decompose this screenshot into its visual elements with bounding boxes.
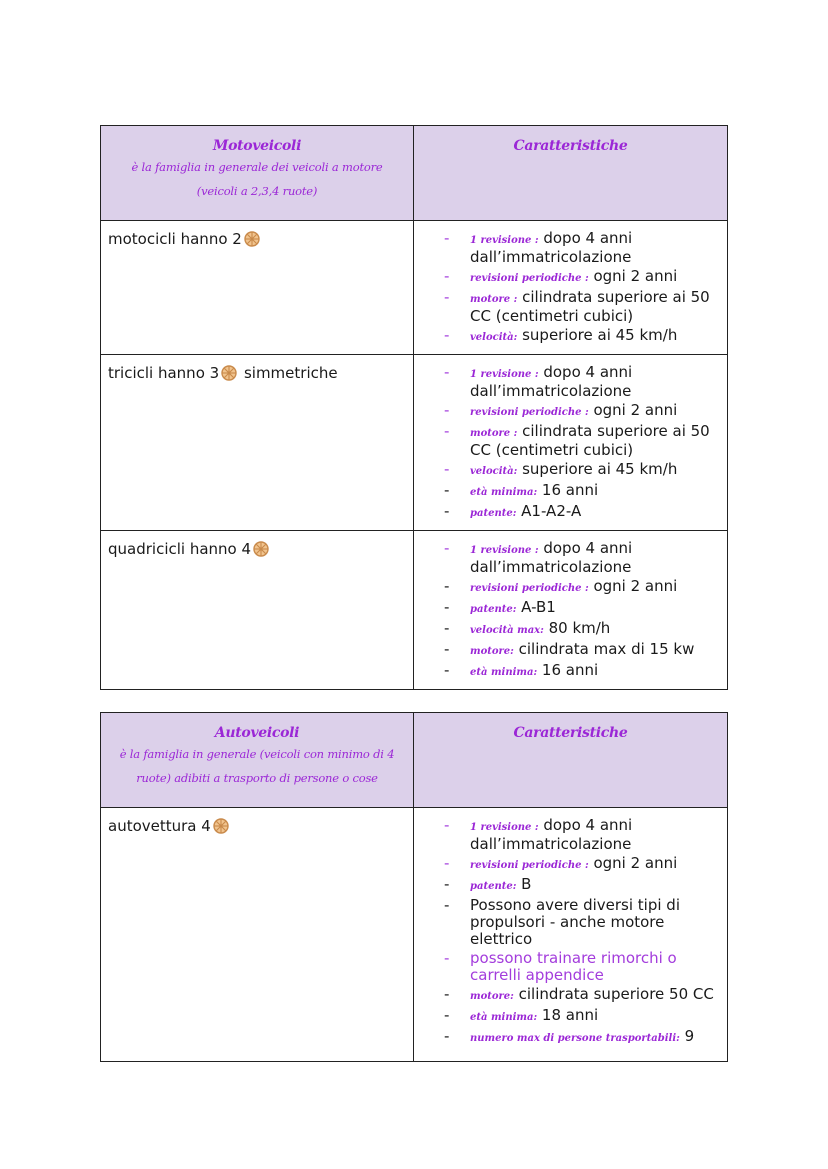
feature-label: patente: <box>470 604 517 615</box>
feature-label: motore : <box>470 294 518 305</box>
feature-label: velocità: <box>470 466 518 477</box>
feature-label: patente: <box>470 508 517 519</box>
list-item <box>444 620 723 639</box>
vehicle-label: motocicli hanno 2 <box>108 230 242 248</box>
features-cell <box>414 531 728 690</box>
wheel-icon <box>221 365 237 381</box>
table2-header-right <box>414 713 728 808</box>
list-item <box>444 641 723 660</box>
table-row <box>101 221 728 355</box>
bullet-dash: - <box>444 481 450 499</box>
table-row <box>101 355 728 531</box>
features-list <box>414 531 727 689</box>
feature-text: cilindrata superiore ai 50 CC (centimetri cubici) <box>470 288 710 325</box>
feature-label: 1 revisione : <box>470 822 539 833</box>
feature-label: età minima: <box>470 487 538 498</box>
table2-header-left <box>101 713 414 808</box>
list-item <box>444 897 723 948</box>
feature-text: A1-A2-A <box>516 502 582 520</box>
feature-label: età minima: <box>470 1012 538 1023</box>
bullet-dash: - <box>444 363 450 381</box>
list-item <box>444 1028 723 1047</box>
feature-label: velocità max: <box>470 625 544 636</box>
list-item <box>444 599 723 618</box>
feature-text: 9 <box>679 1027 695 1045</box>
feature-label: 1 revisione : <box>470 235 539 246</box>
bullet-dash: - <box>444 460 450 478</box>
bullet-dash: - <box>444 229 450 247</box>
feature-text: ogni 2 anni <box>588 267 678 285</box>
table1-header-right <box>414 126 728 221</box>
bullet-dash: - <box>444 1027 450 1045</box>
features-cell <box>414 221 728 355</box>
feature-label: revisioni periodiche : <box>470 583 589 594</box>
table1-header-left <box>101 126 414 221</box>
feature-text: 80 km/h <box>543 619 611 637</box>
feature-text: cilindrata max di 15 kw <box>513 640 695 658</box>
autoveicoli-table <box>100 712 728 1062</box>
table2-subtitle-2: ruote) adibiti a trasporto di persone o cose <box>136 771 378 785</box>
bullet-dash: - <box>444 640 450 658</box>
feature-text: B <box>516 875 532 893</box>
feature-text: dopo 4 anni dall’immatricolazione <box>470 816 633 853</box>
vehicle-cell <box>101 221 414 355</box>
vehicle-cell <box>101 531 414 690</box>
feature-label: motore : <box>470 428 518 439</box>
list-item <box>444 855 723 874</box>
list-item <box>444 1007 723 1026</box>
feature-text: dopo 4 anni dall’immatricolazione <box>470 539 633 576</box>
bullet-dash: - <box>444 949 450 967</box>
list-item <box>444 578 723 597</box>
feature-label: età minima: <box>470 667 538 678</box>
feature-text: ogni 2 anni <box>588 854 678 872</box>
feature-text: ogni 2 anni <box>588 577 678 595</box>
motoveicoli-table <box>100 125 728 690</box>
feature-label: revisioni periodiche : <box>470 860 589 871</box>
vehicle-label: tricicli hanno 3 <box>108 364 220 382</box>
vehicle-cell <box>101 355 414 531</box>
feature-label: revisioni periodiche : <box>470 273 589 284</box>
feature-label: motore: <box>470 991 514 1002</box>
wheel-icon <box>244 231 260 247</box>
bullet-dash: - <box>444 985 450 1003</box>
features-list <box>414 808 727 1055</box>
table2-title: Autoveicoli <box>214 725 300 741</box>
bullet-dash: - <box>444 326 450 344</box>
bullet-dash: - <box>444 619 450 637</box>
vehicle-cell <box>101 808 414 1062</box>
table1-subtitle-2: (veicoli a 2,3,4 ruote) <box>196 184 318 198</box>
list-item <box>444 817 723 853</box>
table1-title: Motoveicoli <box>212 138 302 154</box>
feature-text: 16 anni <box>537 481 599 499</box>
feature-text: A-B1 <box>516 598 556 616</box>
wheel-icon <box>213 818 229 834</box>
bullet-dash: - <box>444 539 450 557</box>
feature-label: 1 revisione : <box>470 545 539 556</box>
wheel-icon <box>253 541 269 557</box>
bullet-dash: - <box>444 875 450 893</box>
features-list <box>414 355 727 530</box>
list-item <box>444 540 723 576</box>
feature-text: dopo 4 anni dall’immatricolazione <box>470 363 633 400</box>
table-row <box>101 808 728 1062</box>
vehicle-label: quadricicli hanno 4 <box>108 540 252 558</box>
feature-text: possono trainare rimorchi o carrelli appendice <box>470 949 677 984</box>
vehicle-label: autovettura 4 <box>108 817 211 835</box>
bullet-dash: - <box>444 896 450 914</box>
list-item <box>444 289 723 325</box>
list-item <box>444 503 723 522</box>
features-list <box>414 221 727 354</box>
list-item <box>444 402 723 421</box>
list-item <box>444 950 723 984</box>
list-item <box>444 662 723 681</box>
feature-label: revisioni periodiche : <box>470 407 589 418</box>
list-item <box>444 482 723 501</box>
table2-caratteristiche: Caratteristiche <box>513 725 628 741</box>
features-cell <box>414 808 728 1062</box>
list-item <box>444 461 723 480</box>
feature-text: cilindrata superiore ai 50 CC (centimetri cubici) <box>470 422 710 459</box>
feature-text: ogni 2 anni <box>588 401 678 419</box>
bullet-dash: - <box>444 577 450 595</box>
feature-label: motore: <box>470 646 514 657</box>
bullet-dash: - <box>444 401 450 419</box>
table1-caratteristiche: Caratteristiche <box>513 138 628 154</box>
list-item <box>444 423 723 459</box>
list-item <box>444 268 723 287</box>
features-cell <box>414 355 728 531</box>
feature-text: 16 anni <box>537 661 599 679</box>
table2-subtitle-1: è la famiglia in generale (veicoli con minimo di 4 <box>119 747 395 761</box>
bullet-dash: - <box>444 1006 450 1024</box>
vehicle-label-suffix: simmetriche <box>239 364 338 382</box>
feature-label: 1 revisione : <box>470 369 539 380</box>
bullet-dash: - <box>444 816 450 834</box>
list-item <box>444 876 723 895</box>
feature-text: superiore ai 45 km/h <box>517 326 678 344</box>
bullet-dash: - <box>444 422 450 440</box>
list-item <box>444 364 723 400</box>
list-item <box>444 230 723 266</box>
feature-text: 18 anni <box>537 1006 599 1024</box>
list-item <box>444 986 723 1005</box>
feature-label: velocità: <box>470 332 518 343</box>
feature-label: numero max di persone trasportabili: <box>470 1033 680 1044</box>
bullet-dash: - <box>444 854 450 872</box>
feature-text: cilindrata superiore 50 CC <box>513 985 714 1003</box>
bullet-dash: - <box>444 502 450 520</box>
feature-text: dopo 4 anni dall’immatricolazione <box>470 229 633 266</box>
bullet-dash: - <box>444 661 450 679</box>
bullet-dash: - <box>444 598 450 616</box>
table1-subtitle-1: è la famiglia in generale dei veicoli a motore <box>131 160 383 174</box>
bullet-dash: - <box>444 288 450 306</box>
feature-text: superiore ai 45 km/h <box>517 460 678 478</box>
feature-text: Possono avere diversi tipi di propulsori - anche motore elettrico <box>470 896 680 948</box>
feature-label: patente: <box>470 881 517 892</box>
table-row <box>101 531 728 690</box>
bullet-dash: - <box>444 267 450 285</box>
list-item <box>444 327 723 346</box>
